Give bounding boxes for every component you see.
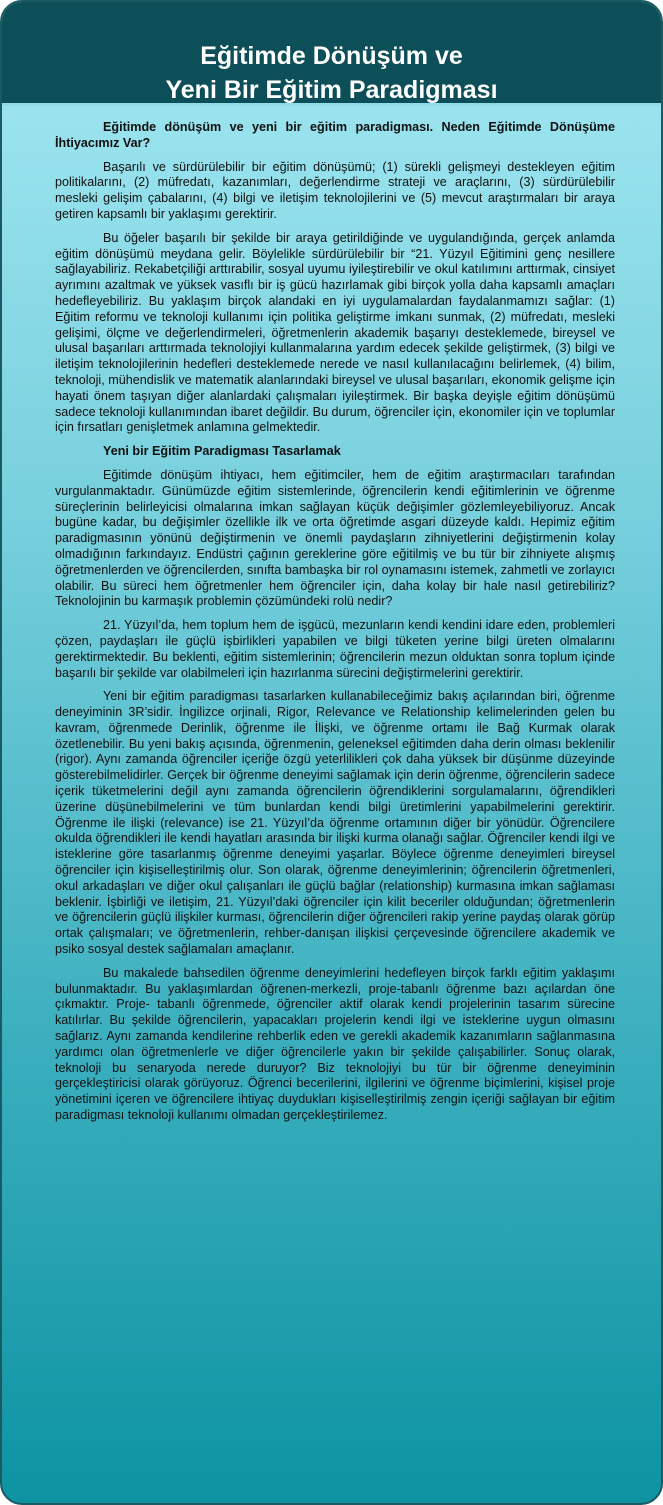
- title-line-2: Yeni Bir Eğitim Paradigması: [165, 76, 498, 104]
- paragraph-6: Bu makalede bahsedilen öğrenme deneyimlerini hedefleyen birçok farklı eğitim yaklaşımı bulunmaktadır. Bu yaklaşımlardan öğrenen-merkezli, proje-tabanlı öğrenme bazı açılardan öne çıkmaktır. Proje- tabanlı öğrenmede, öğrenciler aktif olarak kendi projelerinin tasarım sürecine katılırlar. Bu şekilde öğrencilerin, yapacakları projelerin kendi ilgi ve isteklerine uygun olmasını sağlarız. Aynı zamanda kendilerine rehberlik eden ve gerekli akademik kazanımların sağlanmasına yardımcı olan öğretmenlerle ve diğer öğrencilerle yakın bir şekilde çalışabilirler. Sonuç olarak, teknoloji bu senaryoda nerede duruyor? Biz teknolojiyi bu tür bir öğrenme deneyiminin gerçekleştiricisi olarak görüyoruz. Öğrenci becerilerini, ilgilerini ve öğrenme biçimlerini, kişisel proje yönetimini içeren ve öğrencilere ihtiyaç duydukları kişiselleştirilmiş zengin içeriği sağlayan bir eğitim paradigması teknoloji kullanımı olmadan gerçekleştirilemez.: [55, 965, 615, 1123]
- section-heading-2: Yeni bir Eğitim Paradigması Tasarlamak: [103, 444, 341, 459]
- page-title: [2, 2, 661, 107]
- title-line-1: Eğitimde Dönüşüm ve: [200, 42, 463, 70]
- title-banner: [2, 2, 661, 106]
- paragraph-4: 21. Yüzyıl’da, hem toplum hem de işgücü, mezunların kendi kendini idare eden, problemleri çözen, paydaşları ile güçlü işbirlikleri yapabilen ve bilgi tüketen yerine bilgi üreten olmalarını gerektirmektedir. Bu beklenti, eğitim sistemlerinin; öğrencilerin mezun olduktan sonra toplum içinde başarılı bir şekilde var olabilmeleri için hazırlanma sürecini değiştirmelerini gerektirir.: [55, 618, 615, 680]
- paragraph-1: Başarılı ve sürdürülebilir bir eğitim dönüşümü; (1) sürekli gelişmeyi destekleyen eğitim politikalarını, (2) müfredatı, kazanımları, değerlendirme strateji ve araçlarını, (3) sürdürülebilir mesleki gelişim çabalarını, (4) bilgi ve iletişim teknolojilerini ve (5) mevcut araştırmaları bir araya getiren kapsamlı bir yaklaşımı gerektirir.: [55, 159, 615, 221]
- article-body: [55, 120, 615, 1132]
- paragraph-2: Bu öğeler başarılı bir şekilde bir araya getirildiğinde ve uygulandığında, gerçek anlamda eğitim dönüşümü meydana gelir. Böylelikle sürdürülebilir bir “21. Yüzyıl Eğitimini genç nesillere sağlayabiliriz. Rekabetçiliği arttırabilir, sosyal uyumu iyileştirebilir ve okul katılımını arttırmak, cinsiyet ayrımını azaltmak ve yüksek vasıflı bir iş gücü hazırlamak gibi birçok yolla daha kapsamlı amaçları hedefleyebiliriz. Bu yaklaşım birçok alandaki en iyi uygulamalardan faydalanmamızı sağlar: (1) Eğitim reformu ve teknoloji kullanımı için politika geliştirme imkanı sunmak, (2) müfredatı, mesleki gelişimi, ölçme ve değerlendirmeleri, öğretmenlerin akademik başarıyı desteklemede, bireysel ve ulusal başarıları arttırmada teknolojiyi kullanmalarına yardım edecek şekilde geliştirmek, (3) bilgi ve iletişim teknolojilerinin hedefleri desteklemede nerede ve nasıl kullanılacağını belirlemek, (4) bilim, teknoloji, mühendislik ve matematik alanlarındaki bireysel ve ulusal başarıları, ekonomik gelişme için hayati önem taşıyan diğer alanlardaki çalışmaları iyileştirmek. Bir başka deyişle eğitim dönüşümü sadece teknoloji kullanımından ibaret değildir. Bu durum, öğrenciler için, ekonomiler için ve toplumlar için fırsatları genişletmek anlamına gelmektedir.: [55, 230, 616, 435]
- paragraph-3: Eğitimde dönüşüm ihtiyacı, hem eğitimciler, hem de eğitim araştırmacıları tarafından vurgulanmaktadır. Günümüzde eğitim sistemlerinde, öğrencilerin kendi eğitimlerinin ve öğrenme süreçlerinin belirleyicisi olmalarına imkan sağlayan küçük değişimler gözlemleyebiliyoruz. Ancak bugüne kadar, bu değişimler özellikle ilk ve orta öğretimde asgari düzeyde kaldı. Hepimiz eğitim paradigmasının yönünü değiştirmenin ve önemli paydaşların zihniyetlerini değiştirmenin kolay olmadığının farkındayız. Endüstri çağının gereklerine göre eğitilmiş ve bu tür bir zihniyete alışmış öğretmenlerden ve öğrencilerden, sınıfta bambaşka bir rol oynamasını istemek, zahmetli ve zorlayıcı olabilir. Bu süreci hem öğretmenler hem öğrenciler için, daha kolay bir hale nasıl getirebiliriz? Teknolojinin bu karmaşık problemin çözümündeki rolü nedir?: [55, 467, 615, 609]
- paragraph-5: Yeni bir eğitim paradigması tasarlarken kullanabileceğimiz bakış açılarından biri, öğrenme deneyiminin 3R’sidir. İngilizce orjinali, Rigor, Relevance ve Relationship kelimelerinden gelen bu kavram, öğrenmede Derinlik, öğrenme ile İlişki, ve öğrenme ortamı ile Bağ Kurmak olarak özetlenebilir. Bu yeni bakış açısında, öğrenmenin, geleneksel eğitimden daha derin olması beklenilir (rigor). Aynı zamanda öğrenciler içeriğe özgü yeterlilikleri çok daha yüksek bir düşünme düzeyinde gösterebilmelidirler. Gerçek bir öğrenme deneyimi sağlamak için derin öğrenme, öğrencilerin sadece içerik tüketmelerini değil aynı zamanda öğrencilerin öğrendiklerini sorgulamalarını, öğrendikleri üzerine düşünebilmelerini ve tüm bunlardan kendi bilgi üretimlerini yapabilmelerini gerektirir. Öğrenme ile ilişki (relevance) ise 21. Yüzyıl’da öğrenme ortamının diğer bir yönüdür. Öğrencilere okulda öğrendikleri ile kendi hayatları arasında bir ilişki kurma olanağı sağlar. Öğrenciler kendi ilgi ve isteklerine göre tasarlanmış öğrenme deneyimi yaşarlar. Böylece öğrenme deneyimleri bireysel öğrenciler için kişiselleştirilmiş olur. Son olarak, öğrenme deneyimlerinin; öğrencilerin öğretmenleri, okul arkadaşları ve diğer okul çalışanları ile güçlü bağlar (relationship) kurmasına imkan sağlaması beklenir. İşbirliği ve iletişim, 21. Yüzyıl’daki öğrenciler için kilit beceriler olduğundan; öğretmenlerin ve öğrencilerin güçlü ilişkiler kurması, öğrencilerin diğer öğrencileri rakip yerine paydaş olarak görüp ortak çalışmaları; ve öğretmenlerin, rehber-danışan ilişkisi çerçevesinde öğrencilere akademik ve psiko sosyal destek sağlamaları amaçlanır.: [55, 689, 615, 957]
- section-heading-1: Eğitimde dönüşüm ve yeni bir eğitim paradigması. Neden Eğitimde Dönüşüme İhtiyacımız Var?: [55, 120, 615, 150]
